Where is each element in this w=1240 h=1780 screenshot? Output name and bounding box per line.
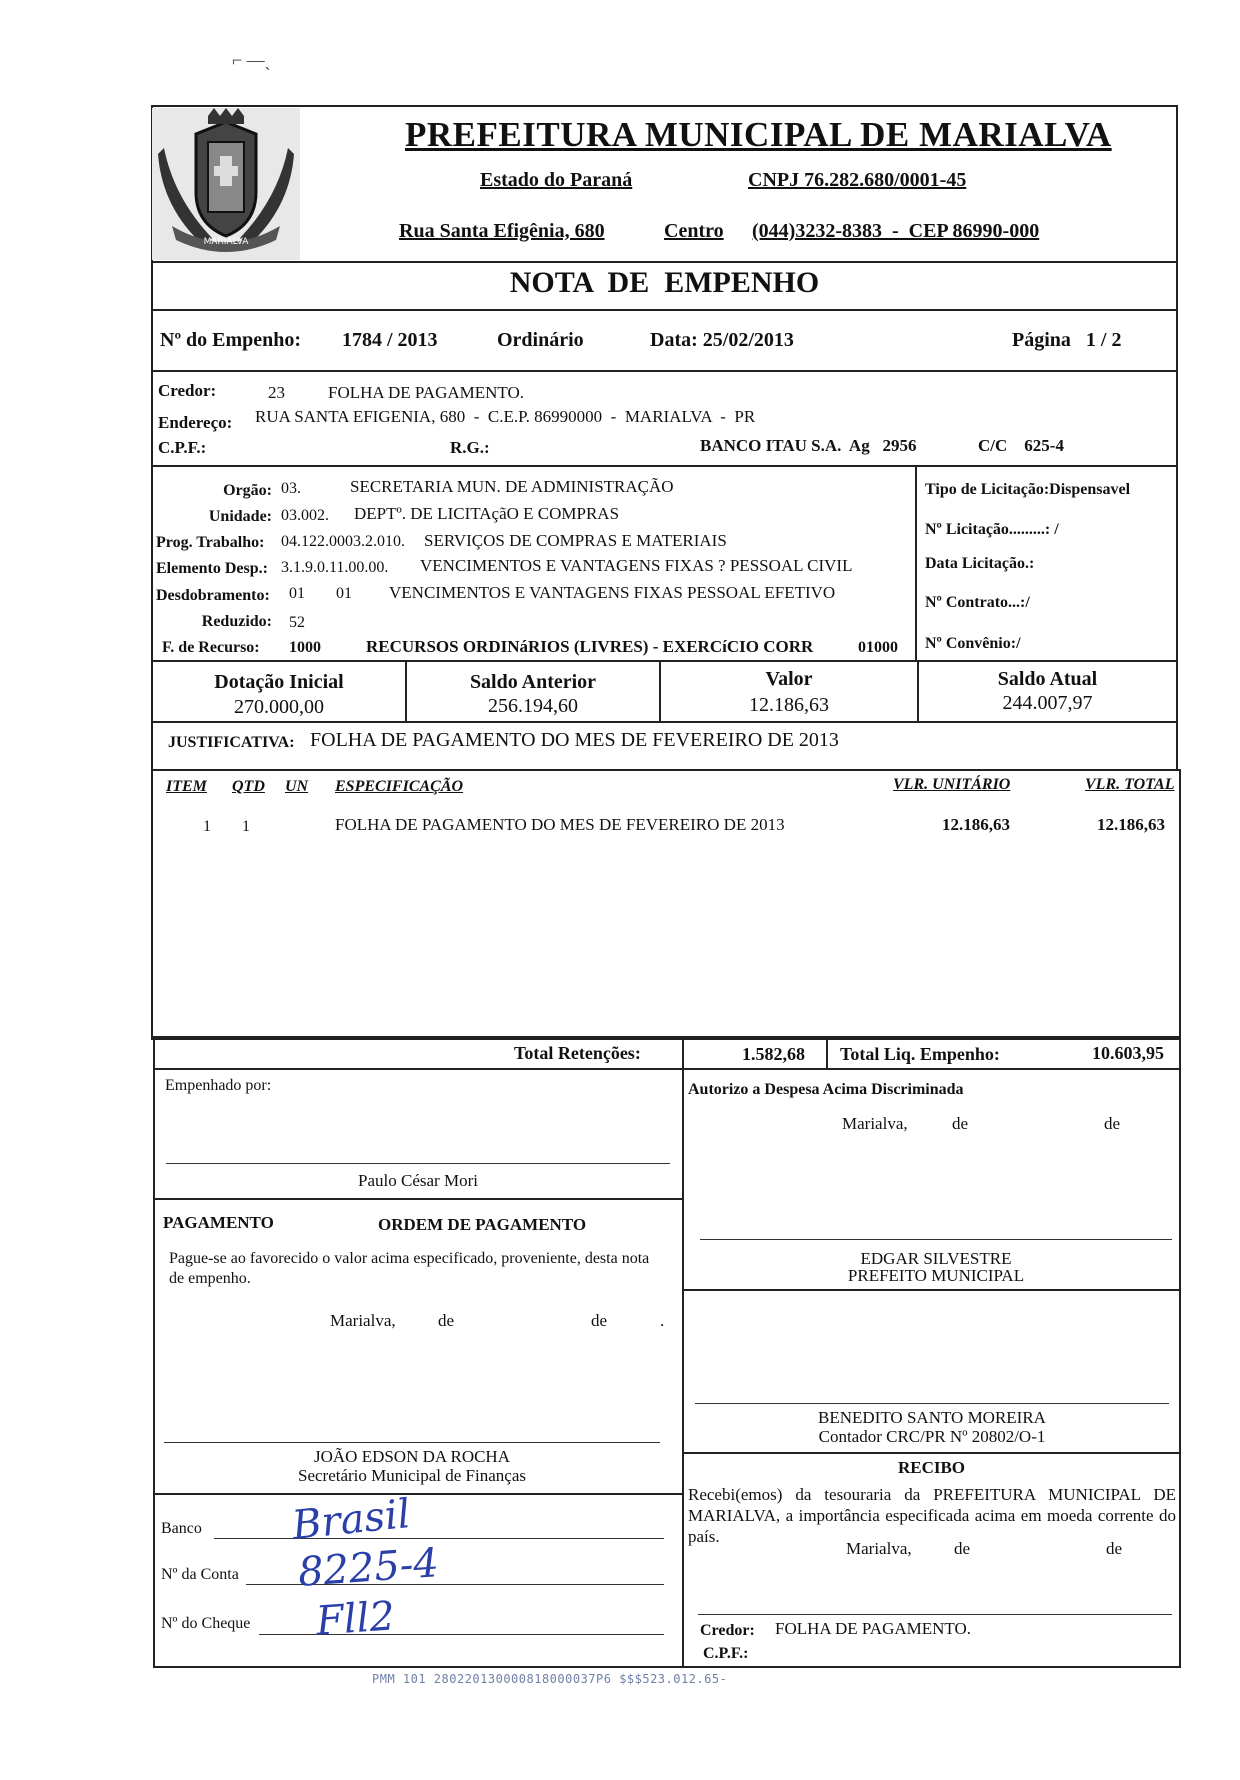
prog-label: Prog. Trabalho: bbox=[156, 534, 265, 551]
empenhado-name: Paulo César Mori bbox=[358, 1171, 478, 1190]
retencoes-value: 1.582,68 bbox=[742, 1044, 805, 1064]
autorizo-de2: de bbox=[1104, 1114, 1121, 1133]
totais-div-2 bbox=[826, 1036, 828, 1070]
autorizo-de1: de bbox=[952, 1114, 969, 1133]
empenhado-label: Empenhado por: bbox=[165, 1077, 272, 1094]
credor-code: 23 bbox=[268, 383, 285, 402]
recibo-credor-label: Credor: bbox=[700, 1622, 755, 1639]
dotacao-label: Dotação Inicial bbox=[214, 671, 344, 693]
contador-signature-line bbox=[695, 1403, 1169, 1404]
desdobramento-label: Desdobramento: bbox=[156, 587, 270, 604]
empenho-type: Ordinário bbox=[497, 329, 584, 351]
desdobramento-desc: VENCIMENTOS E VANTAGENS FIXAS PESSOAL EFETIVO bbox=[389, 583, 836, 602]
recibo-credor-value: FOLHA DE PAGAMENTO. bbox=[775, 1619, 971, 1638]
ordem-pagamento-label: ORDEM DE PAGAMENTO bbox=[378, 1215, 587, 1234]
header-cnpj: CNPJ 76.282.680/0001-45 bbox=[748, 169, 967, 191]
recibo-cpf-label: C.P.F.: bbox=[703, 1645, 749, 1662]
empenho-label: Nº do Empenho: bbox=[160, 329, 302, 351]
unidade-code: 03.002. bbox=[281, 507, 329, 524]
header-state: Estado do Paraná bbox=[480, 169, 633, 191]
row-vlr-unitario: 12.186,63 bbox=[942, 815, 1010, 834]
recibo-signature-line bbox=[698, 1614, 1172, 1615]
col-vlr-total: VLR. TOTAL bbox=[1085, 776, 1175, 793]
rg-label: R.G.: bbox=[450, 438, 490, 457]
pagamento-de1: de bbox=[438, 1311, 455, 1330]
contador-bottom-rule bbox=[682, 1452, 1181, 1454]
totais-div-1 bbox=[682, 1036, 684, 1070]
col-item: ITEM bbox=[166, 778, 207, 795]
elemento-desc: VENCIMENTOS E VANTAGENS FIXAS ? PESSOAL CIVIL bbox=[420, 556, 853, 575]
unidade-label: Unidade: bbox=[208, 508, 272, 525]
header-title: PREFEITURA MUNICIPAL DE MARIALVA bbox=[405, 115, 1112, 154]
autorizo-bottom-rule bbox=[682, 1289, 1181, 1291]
recibo-title: RECIBO bbox=[897, 1458, 966, 1477]
pagamento-text: Pague-se ao favorecido o valor acima especificado, proveniente, desta nota de empenho. bbox=[169, 1250, 650, 1287]
endereco-value: RUA SANTA EFIGENIA, 680 - C.E.P. 86990000 - MARIALVA - PR bbox=[255, 407, 756, 426]
retencoes-label: Total Retenções: bbox=[514, 1043, 641, 1063]
saldo-atual-value: 244.007,97 bbox=[1002, 692, 1093, 714]
empenho-number: 1784 / 2013 bbox=[342, 329, 438, 351]
data-licitacao: Data Licitação.: bbox=[925, 555, 1035, 572]
banco-handwriting: Brasil bbox=[289, 1490, 413, 1550]
justificativa-text: FOLHA DE PAGAMENTO DO MES DE FEVEREIRO DE 2013 bbox=[310, 729, 839, 751]
cheque-label: Nº do Cheque bbox=[161, 1615, 251, 1632]
orgao-code: 03. bbox=[281, 480, 301, 497]
recurso-code: 1000 bbox=[289, 639, 321, 656]
classificacao-divider bbox=[915, 465, 917, 662]
valor-value: 12.186,63 bbox=[749, 694, 829, 716]
svg-text:MARIALVA: MARIALVA bbox=[203, 237, 249, 247]
recibo-de1: de bbox=[954, 1539, 971, 1558]
numero-contrato: Nº Contrato...:/ bbox=[925, 594, 1030, 611]
pagamento-place: Marialva, bbox=[330, 1311, 396, 1330]
recurso-desc: RECURSOS ORDINáRIOS (LIVRES) - EXERCíCIO CORR bbox=[366, 637, 814, 656]
conta-label: Nº da Conta bbox=[161, 1566, 239, 1583]
banco-line[interactable] bbox=[214, 1538, 664, 1539]
recibo-de2: de bbox=[1106, 1539, 1123, 1558]
desdobramento-code2: 01 bbox=[336, 585, 352, 602]
autorizo-place: Marialva, bbox=[842, 1114, 908, 1133]
items-box bbox=[151, 769, 1181, 1040]
banco-info: BANCO ITAU S.A. Ag 2956 bbox=[700, 436, 917, 455]
pagamento-role: Secretário Municipal de Finanças bbox=[297, 1466, 526, 1485]
col-vlr-unitario: VLR. UNITÁRIO bbox=[893, 776, 1011, 793]
valor-label: Valor bbox=[765, 668, 813, 690]
conta-corrente: C/C 625-4 bbox=[978, 436, 1064, 455]
liquido-value: 10.603,95 bbox=[1092, 1043, 1164, 1063]
credor-name: FOLHA DE PAGAMENTO. bbox=[328, 383, 524, 402]
numero-convenio: Nº Convênio:/ bbox=[925, 635, 1021, 652]
reduzido-label: Reduzido: bbox=[201, 613, 272, 630]
orgao-desc: SECRETARIA MUN. DE ADMINISTRAÇÃO bbox=[350, 477, 674, 496]
autorizo-label: Autorizo a Despesa Acima Discriminada bbox=[688, 1081, 964, 1098]
empenho-date: Data: 25/02/2013 bbox=[650, 329, 794, 351]
liquido-label: Total Liq. Empenho: bbox=[840, 1044, 1000, 1064]
footer-stamp: PMM 101 280220130000818000037P6 $$$523.012.65- bbox=[372, 1672, 728, 1686]
saldo-atual-label: Saldo Atual bbox=[997, 668, 1098, 690]
endereco-label: Endereço: bbox=[158, 413, 233, 432]
col-un: UN bbox=[285, 778, 309, 795]
header-district: Centro bbox=[664, 220, 724, 242]
pagamento-label: PAGAMENTO bbox=[163, 1213, 274, 1232]
row-especificacao: FOLHA DE PAGAMENTO DO MES DE FEVEREIRO DE 2013 bbox=[335, 815, 785, 834]
desdobramento-code1: 01 bbox=[289, 585, 305, 602]
empenhado-signature-line bbox=[166, 1163, 670, 1164]
col-qtd: QTD bbox=[232, 778, 265, 795]
unidade-desc: DEPTº. DE LICITAçãO E COMPRAS bbox=[354, 504, 620, 523]
pagamento-bottom-rule bbox=[153, 1493, 682, 1495]
tipo-licitacao: Tipo de Licitação:Dispensavel bbox=[925, 481, 1131, 498]
header-address: Rua Santa Efigênia, 680 bbox=[399, 220, 605, 242]
contador-name: BENEDITO SANTO MOREIRA bbox=[818, 1408, 1046, 1427]
banco-label: Banco bbox=[161, 1520, 202, 1537]
pagamento-de2: de bbox=[591, 1311, 608, 1330]
pagamento-signature-line bbox=[164, 1442, 660, 1443]
totais-box bbox=[153, 1036, 1181, 1070]
elemento-label: Elemento Desp.: bbox=[156, 560, 268, 577]
justificativa-label: JUSTIFICATIVA: bbox=[168, 734, 295, 751]
cpf-label: C.P.F.: bbox=[158, 438, 207, 457]
reduzido-code: 52 bbox=[289, 614, 305, 631]
recibo-place: Marialva, bbox=[846, 1539, 912, 1558]
dotacao-value: 270.000,00 bbox=[234, 696, 324, 718]
municipal-crest bbox=[152, 108, 300, 260]
recibo-text: Recebi(emos) da tesouraria da PREFEITURA MUNICIPAL DE MARIALVA, a importância especificada acima em moeda corrente do país. bbox=[688, 1485, 1176, 1546]
pagamento-dot: . bbox=[660, 1311, 665, 1330]
contador-role: Contador CRC/PR Nº 20802/O-1 bbox=[818, 1427, 1046, 1446]
row-qtd: 1 bbox=[242, 818, 250, 835]
scan-mark: ⌐ ―ˎ bbox=[232, 50, 271, 70]
autorizo-signature-line bbox=[700, 1239, 1172, 1240]
conta-handwriting: 8225-4 bbox=[296, 1540, 441, 1596]
prog-desc: SERVIÇOS DE COMPRAS E MATERIAIS bbox=[424, 531, 727, 550]
empenho-page: Página 1 / 2 bbox=[1012, 329, 1122, 351]
orgao-label: Orgão: bbox=[223, 482, 272, 499]
saldo-anterior-value: 256.194,60 bbox=[488, 695, 578, 717]
prog-code: 04.122.0003.2.010. bbox=[281, 533, 405, 550]
doc-title: NOTA DE EMPENHO bbox=[509, 266, 820, 299]
pagamento-name: JOÃO EDSON DA ROCHA bbox=[314, 1447, 510, 1466]
autorizo-name: EDGAR SILVESTRE bbox=[860, 1249, 1012, 1268]
row-vlr-total: 12.186,63 bbox=[1097, 815, 1165, 834]
elemento-code: 3.1.9.0.11.00.00. bbox=[281, 559, 389, 576]
header-phone-cep: (044)3232-8383 - CEP 86990-000 bbox=[752, 220, 1040, 242]
autorizo-role: PREFEITO MUNICIPAL bbox=[847, 1266, 1025, 1285]
empenhado-bottom-rule bbox=[153, 1198, 682, 1200]
recurso-num: 01000 bbox=[858, 639, 898, 656]
cheque-handwriting: Fll2 bbox=[314, 1593, 397, 1645]
numero-licitacao: Nº Licitação.........: / bbox=[925, 521, 1059, 538]
col-especificacao: ESPECIFICAÇÃO bbox=[335, 778, 464, 795]
row-item: 1 bbox=[203, 818, 211, 835]
saldo-anterior-label: Saldo Anterior bbox=[469, 671, 597, 693]
bottom-center-divider bbox=[682, 1068, 684, 1668]
credor-label: Credor: bbox=[158, 381, 217, 400]
recurso-label: F. de Recurso: bbox=[162, 639, 260, 656]
